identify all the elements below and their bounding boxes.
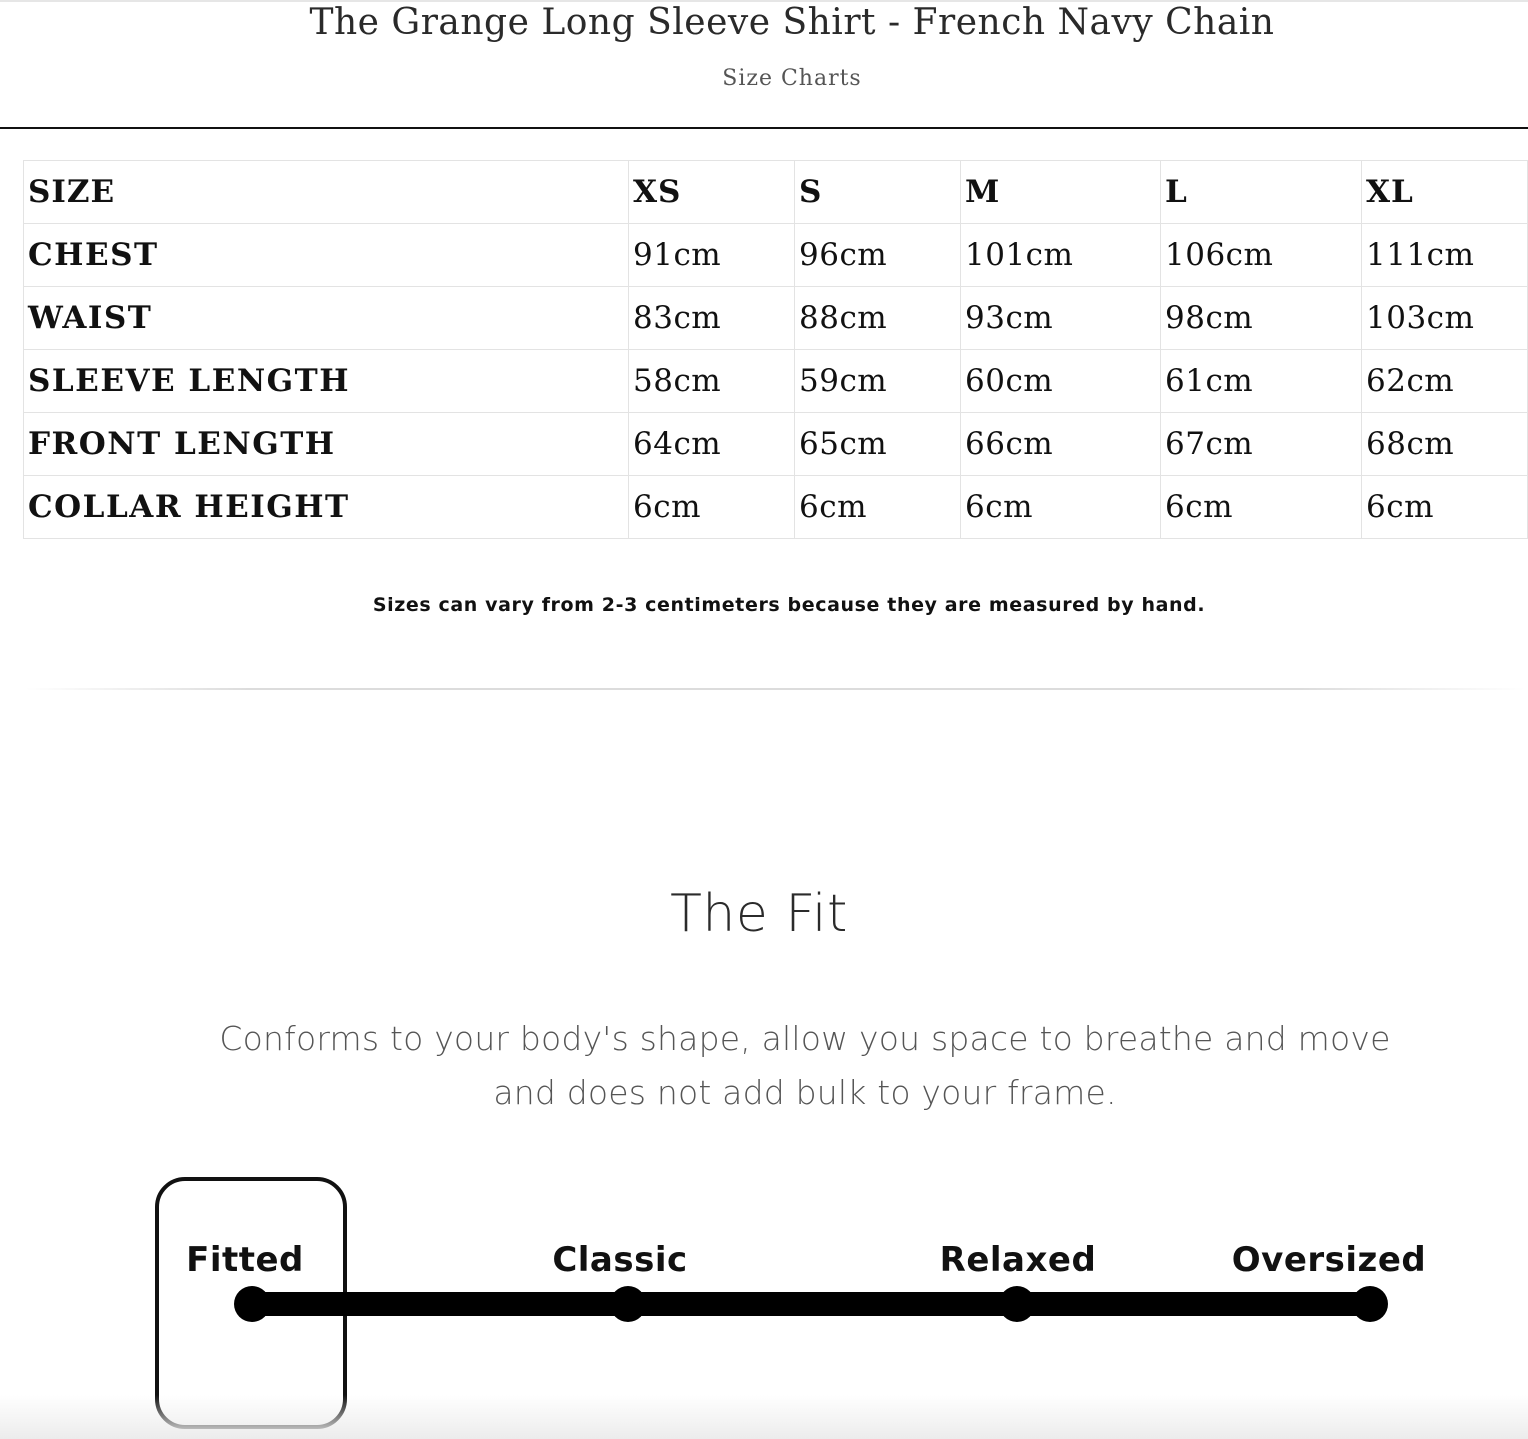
fit-marker-classic: [610, 1286, 646, 1322]
table-cell: 101cm: [961, 224, 1161, 287]
table-cell: 88cm: [795, 287, 961, 350]
fit-marker-oversized: [1352, 1286, 1388, 1322]
table-cell: 93cm: [961, 287, 1161, 350]
table-cell: 111cm: [1362, 224, 1528, 287]
fit-scale: [0, 1170, 1528, 1439]
table-row-sleeve-length: [24, 350, 1528, 413]
fit-description: Conforms to your body's shape, allow you space to breathe and move and does not add bulk to your frame.: [219, 1019, 1391, 1112]
table-cell: 65cm: [795, 413, 961, 476]
size-header-row: [24, 161, 1528, 224]
table-row-chest: [24, 224, 1528, 287]
table-row-front-length: [24, 413, 1528, 476]
table-cell: 103cm: [1362, 287, 1528, 350]
size-xl: XL: [1362, 161, 1528, 224]
table-cell: 106cm: [1161, 224, 1362, 287]
fit-option-fitted: Fitted: [186, 1240, 304, 1280]
page-title: The Grange Long Sleeve Shirt - French Navy Chain: [309, 2, 1275, 43]
size-s: S: [795, 161, 961, 224]
fit-option-relaxed: Relaxed: [939, 1240, 1097, 1280]
table-cell: 68cm: [1362, 413, 1528, 476]
size-xs: XS: [629, 161, 795, 224]
fit-marker-relaxed: [999, 1286, 1035, 1322]
table-cell: 6cm: [1362, 476, 1528, 539]
section-divider: [25, 688, 1525, 690]
table-cell: 6cm: [629, 476, 795, 539]
table-cell: 62cm: [1362, 350, 1528, 413]
page-subtitle: Size Charts: [722, 66, 862, 91]
table-cell: 61cm: [1161, 350, 1362, 413]
table-cell: 83cm: [629, 287, 795, 350]
fit-option-oversized: Oversized: [1231, 1240, 1427, 1280]
size-chart-table: [23, 160, 1528, 539]
table-row-collar-height: [24, 476, 1528, 539]
size-m: M: [961, 161, 1161, 224]
table-cell: 64cm: [629, 413, 795, 476]
row-label: SLEEVE LENGTH: [24, 350, 629, 413]
table-row-waist: [24, 287, 1528, 350]
size-l: L: [1161, 161, 1362, 224]
header-divider: [0, 127, 1528, 129]
measurement-note: Sizes can vary from 2-3 centimeters because they are measured by hand.: [372, 594, 1206, 616]
table-cell: 6cm: [1161, 476, 1362, 539]
size-header-label: SIZE: [24, 161, 629, 224]
page-header: [0, 0, 1528, 128]
fit-marker-fitted: [234, 1286, 270, 1322]
fit-title: The Fit: [670, 884, 848, 944]
table-cell: 6cm: [961, 476, 1161, 539]
table-cell: 58cm: [629, 350, 795, 413]
table-cell: 67cm: [1161, 413, 1362, 476]
table-cell: 96cm: [795, 224, 961, 287]
table-cell: 98cm: [1161, 287, 1362, 350]
row-label: FRONT LENGTH: [24, 413, 629, 476]
table-cell: 59cm: [795, 350, 961, 413]
table-cell: 66cm: [961, 413, 1161, 476]
table-cell: 6cm: [795, 476, 961, 539]
table-cell: 60cm: [961, 350, 1161, 413]
fit-option-classic: Classic: [552, 1240, 688, 1280]
row-label: WAIST: [24, 287, 629, 350]
fit-scale-graphic: [0, 1170, 1528, 1439]
table-cell: 91cm: [629, 224, 795, 287]
row-label: CHEST: [24, 224, 629, 287]
row-label: COLLAR HEIGHT: [24, 476, 629, 539]
